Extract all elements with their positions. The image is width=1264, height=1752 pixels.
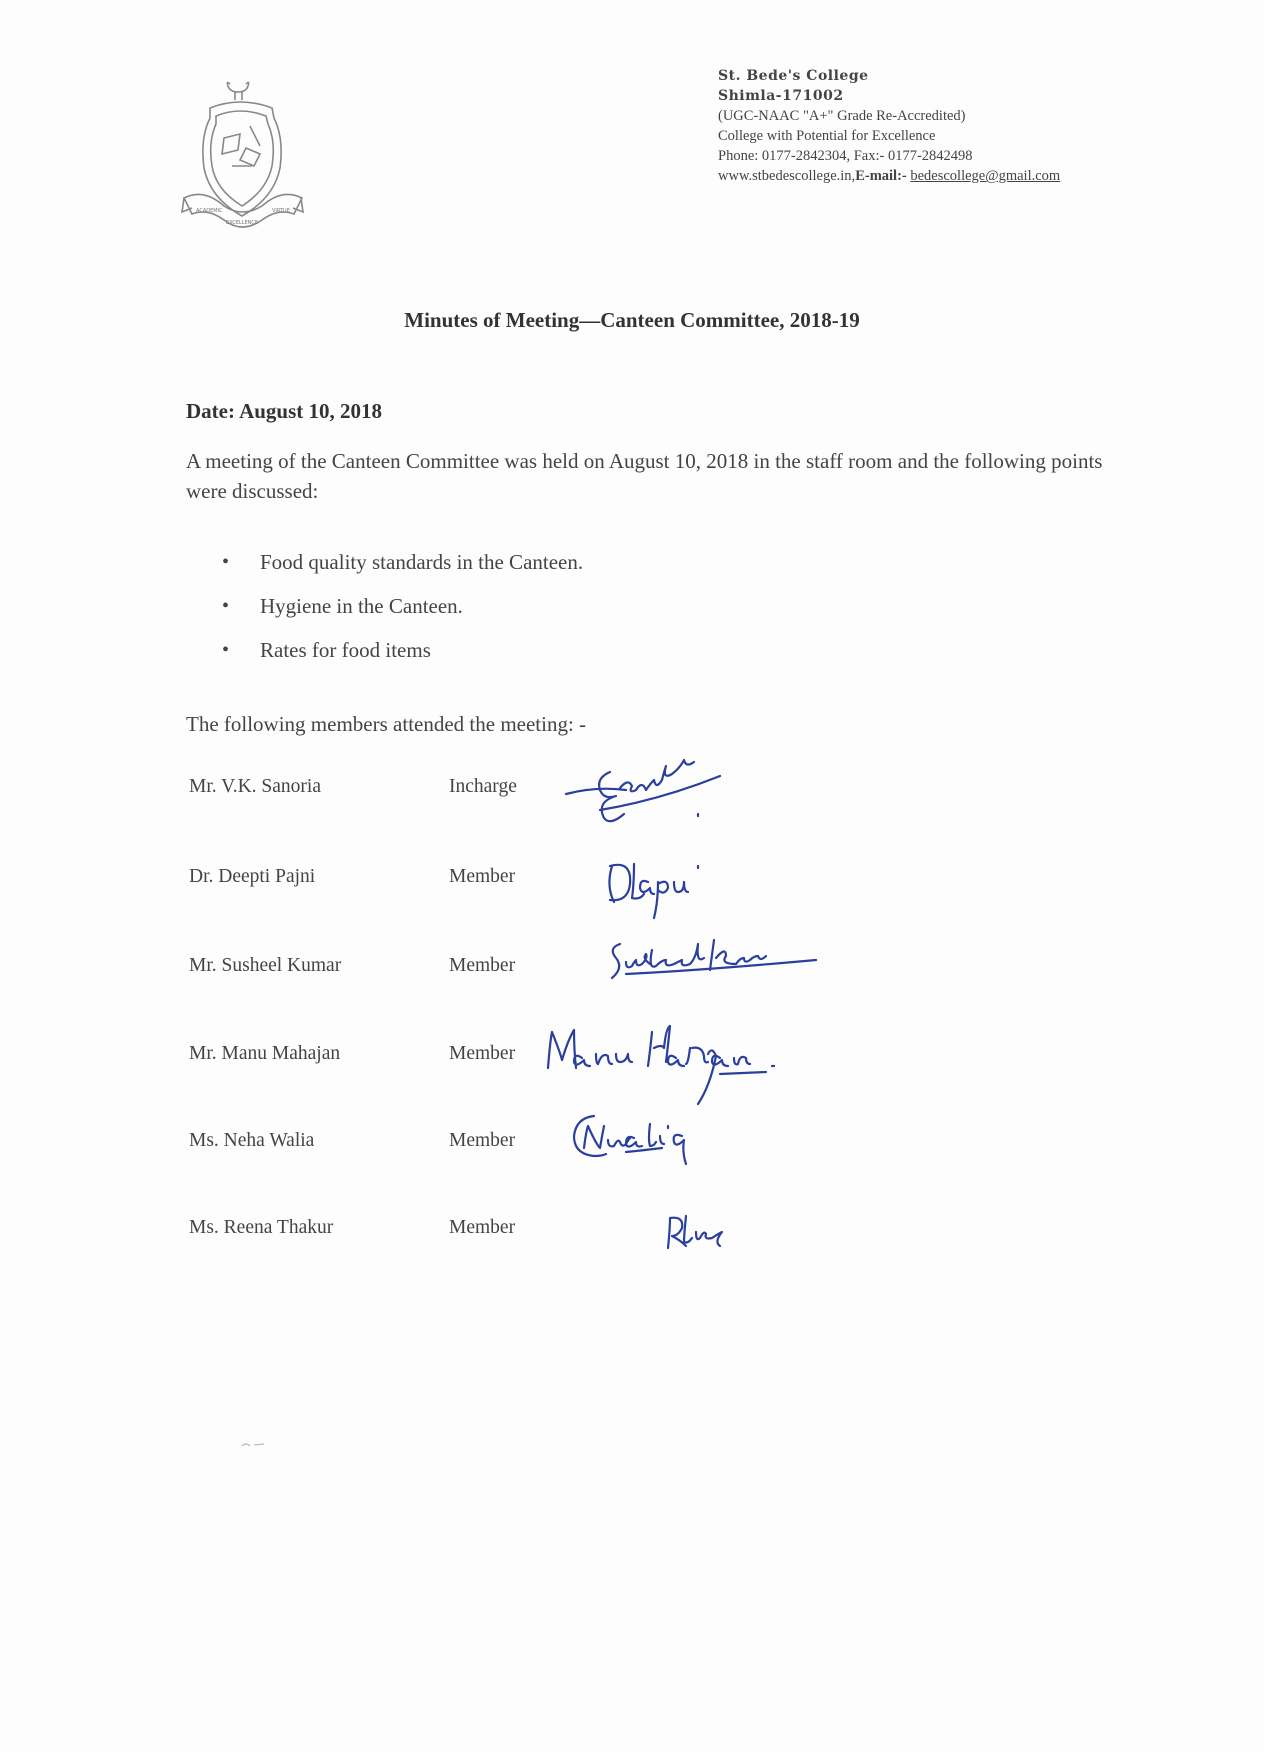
college-city: Shimla-171002 bbox=[718, 88, 844, 104]
discussion-point: • Hygiene in the Canteen. bbox=[222, 589, 583, 633]
signature-sanoria bbox=[560, 752, 780, 837]
scan-speck-mark bbox=[240, 1440, 270, 1450]
member-name: Mr. Manu Mahajan bbox=[189, 1043, 341, 1064]
college-name: St. Bede's College bbox=[718, 68, 869, 84]
letterhead-block bbox=[718, 66, 1218, 186]
signature-kumar bbox=[606, 930, 826, 990]
email-link[interactable]: bedescollege@gmail.com bbox=[910, 168, 1061, 184]
intro-paragraph: A meeting of the Canteen Committee was held on August 10, 2018 in the staff room and the following points were discussed: bbox=[186, 449, 1103, 503]
member-role: Member bbox=[449, 1130, 516, 1151]
member-name: Ms. Neha Walia bbox=[189, 1130, 315, 1151]
crest-motto-center: EXCELLENCE bbox=[226, 220, 258, 226]
accreditation-line: (UGC-NAAC "A+" Grade Re-Accredited) bbox=[718, 108, 966, 124]
member-role: Member bbox=[449, 1217, 516, 1238]
signature-pajni bbox=[600, 850, 740, 920]
member-name: Mr. Susheel Kumar bbox=[189, 955, 342, 976]
member-name: Mr. V.K. Sanoria bbox=[189, 776, 321, 797]
email-label: E-mail:- bbox=[855, 168, 907, 184]
crest-motto-right: VIRTUE bbox=[272, 208, 290, 214]
member-row bbox=[0, 1217, 1264, 1297]
member-role: Incharge bbox=[449, 776, 517, 797]
discussion-point: • Food quality standards in the Canteen. bbox=[222, 545, 583, 589]
signature-walia bbox=[570, 1106, 710, 1166]
discussion-points-list bbox=[222, 545, 583, 677]
college-crest-logo bbox=[180, 78, 305, 243]
distinction-line: College with Potential for Excellence bbox=[718, 128, 936, 144]
member-role: Member bbox=[449, 866, 516, 887]
member-role: Member bbox=[449, 1043, 516, 1064]
signature-thakur bbox=[660, 1208, 730, 1258]
website-link[interactable]: www.stbedescollege.in, bbox=[718, 168, 856, 184]
discussion-point: • Rates for food items bbox=[222, 633, 583, 677]
phone-fax-line: Phone: 0177-2842304, Fax:- 0177-2842498 bbox=[718, 148, 973, 164]
signature-mahajan bbox=[544, 1018, 784, 1108]
member-name: Dr. Deepti Pajni bbox=[189, 866, 316, 887]
crest-motto-left: ACADEMIC bbox=[196, 208, 223, 214]
member-role: Member bbox=[449, 955, 516, 976]
contact-line bbox=[718, 166, 1218, 186]
member-name: Ms. Reena Thakur bbox=[189, 1217, 334, 1238]
document-title: Minutes of Meeting—Canteen Committee, 2018-19 bbox=[404, 308, 860, 332]
meeting-date: Date: August 10, 2018 bbox=[186, 399, 383, 423]
attendance-heading: The following members attended the meeting: - bbox=[186, 712, 587, 736]
